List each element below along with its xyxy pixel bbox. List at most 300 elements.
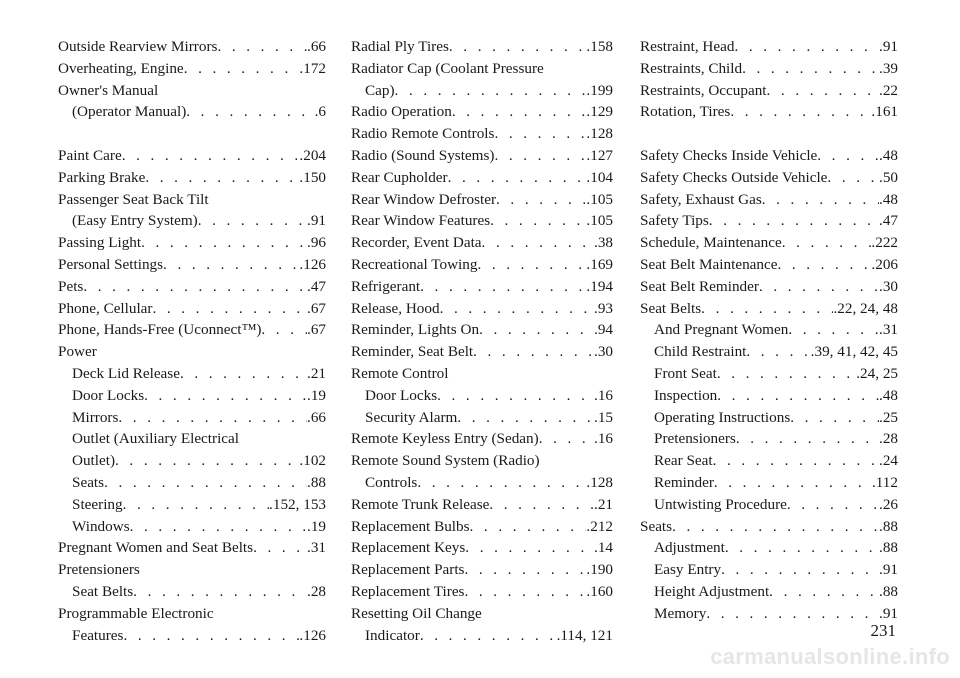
entry-term: Seats	[72, 473, 105, 491]
entry-term: Pets	[58, 277, 84, 295]
index-entry	[58, 254, 326, 276]
index-entry	[640, 276, 898, 298]
entry-term: Seat Belt Maintenance	[640, 255, 778, 273]
dot-leader	[494, 145, 586, 167]
dot-leader	[742, 58, 879, 80]
index-subentry	[58, 516, 326, 538]
entry-page-ref: .26	[879, 495, 898, 513]
entry-page-ref: .160	[586, 582, 613, 600]
entry-page-ref: .91	[879, 604, 898, 622]
entry-term: Seat Belts	[640, 299, 702, 317]
entry-page-ref: .96	[307, 234, 326, 252]
entry-term: Radial Ply Tires	[351, 38, 449, 55]
index-subentry	[58, 101, 326, 123]
entry-term: Outside Rearview Mirrors	[58, 38, 218, 55]
dot-leader	[746, 341, 810, 363]
entry-page-ref: .126	[299, 626, 326, 644]
index-subentry	[640, 363, 898, 385]
entry-page-ref: .169	[586, 255, 613, 273]
dot-leader	[714, 472, 872, 494]
entry-term: Pretensioners	[654, 430, 736, 448]
dot-leader	[130, 516, 307, 538]
entry-term: Untwisting Procedure	[654, 495, 787, 513]
entry-term: Safety Tips	[640, 212, 709, 230]
entry-term: Easy Entry	[654, 561, 722, 579]
watermark: carmanualsonline.info	[710, 644, 950, 669]
entry-page-ref: .91	[879, 38, 898, 55]
index-column-3	[640, 36, 898, 625]
section-gap	[640, 123, 898, 145]
index-entry	[351, 298, 613, 320]
dot-leader	[163, 254, 299, 276]
index-column-2	[351, 36, 613, 646]
index-entry	[640, 189, 898, 211]
dot-leader	[788, 319, 879, 341]
dot-leader	[717, 385, 879, 407]
entry-term: Passing Light	[58, 234, 142, 252]
index-entry	[58, 232, 326, 254]
entry-term: Safety, Exhaust Gas	[640, 190, 762, 208]
dot-leader	[709, 210, 879, 232]
entry-page-ref: .24, 25	[856, 364, 898, 382]
index-entry	[58, 537, 326, 559]
entry-page-ref: .24	[879, 452, 898, 470]
dot-leader	[706, 603, 879, 625]
dot-leader	[122, 145, 300, 167]
dot-leader	[464, 559, 586, 581]
dot-leader	[186, 101, 314, 123]
entry-page-ref: .47	[307, 277, 326, 295]
dot-leader	[118, 407, 307, 429]
entry-term: Replacement Keys	[351, 539, 466, 557]
entry-term: Schedule, Maintenance	[640, 234, 782, 252]
entry-page-ref: .31	[307, 539, 326, 557]
entry-page-ref: .16	[594, 430, 613, 448]
entry-term: Restraints, Child	[640, 59, 743, 77]
entry-page-ref: .94	[594, 321, 613, 339]
entry-page-ref: .172	[299, 59, 326, 77]
dot-leader	[261, 319, 307, 341]
dot-leader	[470, 516, 587, 538]
dot-leader	[787, 494, 879, 516]
entry-page-ref: .102	[299, 452, 326, 470]
index-subentry	[640, 341, 898, 363]
section-gap	[58, 123, 326, 145]
entry-term: Phone, Hands-Free (Uconnect™)	[58, 321, 262, 339]
entry-term: Seats	[640, 517, 673, 535]
entry-term: Remote Keyless Entry (Sedan)	[351, 430, 539, 448]
entry-term: Reminder, Seat Belt	[351, 343, 474, 361]
entry-page-ref: .199	[586, 81, 613, 99]
entry-page-ref: .28	[307, 582, 326, 600]
index-entry	[58, 167, 326, 189]
dot-leader	[123, 625, 299, 647]
index-entry	[351, 36, 613, 58]
entry-page-ref: .88	[879, 582, 898, 600]
entry-term: Rotation, Tires	[640, 103, 731, 121]
entry-term: Seat Belt Reminder	[640, 277, 759, 295]
entry-term: Paint Care	[58, 146, 122, 164]
entry-term: Release, Hood	[351, 299, 440, 317]
index-subentry	[640, 428, 898, 450]
entry-term: Radio Remote Controls	[351, 125, 495, 143]
index-entry	[351, 341, 613, 363]
entry-page-ref: .16	[594, 386, 613, 404]
dot-leader	[465, 537, 594, 559]
index-entry	[351, 537, 613, 559]
dot-leader	[734, 36, 879, 58]
entry-page-ref: .15	[594, 408, 613, 426]
index-subentry	[58, 581, 326, 603]
entry-page-ref: .128	[586, 125, 613, 143]
entry-term: Radio Operation	[351, 103, 452, 121]
index-entry	[640, 254, 898, 276]
dot-leader	[489, 494, 594, 516]
dot-leader	[123, 494, 269, 516]
entry-term: Pregnant Women and Seat Belts	[58, 539, 254, 557]
entry-term: And Pregnant Women	[654, 321, 789, 339]
entry-page-ref: .31	[879, 321, 898, 339]
index-entry	[58, 36, 326, 58]
entry-term: Seat Belts	[72, 582, 134, 600]
entry-page-ref: .48	[879, 190, 898, 208]
entry-term: Adjustment	[654, 539, 725, 557]
entry-page-ref: .150	[299, 168, 326, 186]
entry-page-ref: .88	[879, 517, 898, 535]
dot-leader	[759, 276, 879, 298]
entry-page-ref: .19	[307, 386, 326, 404]
dot-leader	[217, 36, 307, 58]
entry-term: Parking Brake	[58, 168, 146, 186]
index-subentry	[351, 385, 613, 407]
index-entry	[351, 167, 613, 189]
entry-page-ref: .88	[307, 473, 326, 491]
dot-leader	[701, 298, 833, 320]
entry-term: Inspection	[654, 386, 718, 404]
entry-page-ref: .105	[586, 190, 613, 208]
index-subentry	[640, 385, 898, 407]
entry-page-ref: .47	[879, 212, 898, 230]
index-heading: Remote Control	[351, 364, 449, 382]
entry-term: Safety Checks Inside Vehicle	[640, 146, 818, 164]
entry-page-ref: .206	[871, 255, 898, 273]
page-number: 231	[870, 621, 896, 640]
entry-page-ref: .161	[871, 103, 898, 121]
index-entry	[351, 319, 613, 341]
entry-page-ref: .158	[586, 38, 613, 55]
index-subentry	[58, 363, 326, 385]
index-entry	[351, 145, 613, 167]
entry-term: Windows	[72, 517, 130, 535]
dot-leader	[827, 167, 879, 189]
entry-page-ref: .6	[314, 103, 326, 121]
dot-leader	[420, 276, 586, 298]
index-heading: Outlet (Auxiliary Electrical	[72, 430, 239, 448]
dot-leader	[790, 407, 879, 429]
dot-leader	[782, 232, 872, 254]
entry-term: Rear Seat	[654, 452, 713, 470]
entry-term: (Easy Entry System)	[72, 212, 198, 230]
entry-page-ref: .22	[879, 81, 898, 99]
entry-page-ref: .126	[299, 255, 326, 273]
dot-leader	[449, 36, 587, 58]
entry-page-ref: .104	[586, 168, 613, 186]
index-entry	[58, 276, 326, 298]
index-entry	[640, 210, 898, 232]
index-subentry	[351, 625, 613, 647]
index-subentry	[58, 494, 326, 516]
entry-page-ref: .21	[594, 495, 613, 513]
index-entry	[640, 298, 898, 320]
entry-page-ref: .30	[594, 343, 613, 361]
dot-leader	[477, 254, 586, 276]
index-subentry	[640, 407, 898, 429]
index-heading: Resetting Oil Change	[351, 604, 482, 622]
entry-page-ref: .190	[586, 561, 613, 579]
entry-page-ref: .66	[307, 38, 326, 55]
entry-page-ref: .129	[586, 103, 613, 121]
entry-page-ref: .48	[879, 386, 898, 404]
index-subentry	[58, 450, 326, 472]
dot-leader	[198, 210, 307, 232]
entry-term: Replacement Parts	[351, 561, 465, 579]
entry-term: Features	[72, 626, 124, 644]
dot-leader	[440, 298, 594, 320]
entry-term: Radio (Sound Systems)	[351, 146, 495, 164]
dot-leader	[184, 58, 300, 80]
entry-page-ref: .105	[586, 212, 613, 230]
index-heading: Radiator Cap (Coolant Pressure	[351, 59, 544, 77]
entry-page-ref: .28	[879, 430, 898, 448]
entry-page-ref: .38	[594, 234, 613, 252]
dot-leader	[717, 363, 856, 385]
entry-page-ref: .39, 41, 42, 45	[810, 343, 898, 361]
index-heading: Owner's Manual	[58, 81, 159, 99]
entry-page-ref: .22, 24, 48	[833, 299, 898, 317]
index-entry	[351, 123, 613, 145]
dot-leader	[152, 298, 307, 320]
entry-term: Safety Checks Outside Vehicle	[640, 168, 828, 186]
entry-page-ref: .212	[586, 517, 613, 535]
entry-term: Reminder, Lights On	[351, 321, 480, 339]
index-entry	[58, 58, 326, 80]
entry-page-ref: .67	[307, 299, 326, 317]
entry-term: Restraint, Head	[640, 38, 735, 55]
index-entry	[58, 298, 326, 320]
entry-term: Recreational Towing	[351, 255, 478, 273]
index-entry	[351, 101, 613, 123]
entry-page-ref: .204	[299, 146, 326, 164]
dot-leader	[115, 450, 299, 472]
entry-term: Deck Lid Release	[72, 364, 180, 382]
entry-page-ref: .112	[871, 473, 898, 491]
entry-page-ref: .48	[879, 146, 898, 164]
dot-leader	[494, 123, 586, 145]
entry-page-ref: .39	[879, 59, 898, 77]
entry-term: Rear Window Defroster	[351, 190, 497, 208]
entry-page-ref: .128	[586, 473, 613, 491]
entry-term: (Operator Manual)	[72, 103, 187, 121]
dot-leader	[473, 341, 594, 363]
index-entry	[351, 210, 613, 232]
index-entry	[640, 36, 898, 58]
index-subentry	[640, 603, 898, 625]
entry-term: Recorder, Event Data	[351, 234, 482, 252]
entry-term: Refrigerant	[351, 277, 421, 295]
index-subentry	[640, 319, 898, 341]
index-subentry	[351, 472, 613, 494]
entry-term: Remote Trunk Release	[351, 495, 490, 513]
dot-leader	[482, 232, 594, 254]
index-subentry	[351, 407, 613, 429]
entry-term: Rear Cupholder	[351, 168, 448, 186]
dot-leader	[767, 80, 879, 102]
dot-leader	[464, 581, 586, 603]
entry-term: Personal Settings	[58, 255, 164, 273]
entry-term: Rear Window Features	[351, 212, 491, 230]
entry-term: Front Seat	[654, 364, 717, 382]
entry-term: Outlet)	[72, 452, 116, 470]
dot-leader	[417, 472, 586, 494]
index-subentry	[58, 407, 326, 429]
index-entry	[351, 428, 613, 450]
index-subentry	[58, 625, 326, 647]
entry-term: Operating Instructions	[654, 408, 791, 426]
dot-leader	[725, 537, 879, 559]
index-entry	[640, 80, 898, 102]
index-subentry	[640, 537, 898, 559]
entry-page-ref: .127	[586, 146, 613, 164]
dot-leader	[713, 450, 879, 472]
index-entry	[351, 516, 613, 538]
dot-leader	[730, 101, 871, 123]
index-heading: Power	[58, 343, 97, 361]
dot-leader	[104, 472, 307, 494]
index-subentry	[58, 472, 326, 494]
index-entry	[351, 189, 613, 211]
index-entry	[640, 101, 898, 123]
index-heading: Remote Sound System (Radio)	[351, 452, 540, 470]
index-subentry	[640, 559, 898, 581]
index-entry	[58, 145, 326, 167]
dot-leader	[496, 189, 586, 211]
entry-term: Memory	[654, 604, 707, 622]
entry-term: Height Adjustment	[654, 582, 770, 600]
index-subentry	[640, 494, 898, 516]
entry-page-ref: .66	[307, 408, 326, 426]
entry-term: Phone, Cellular	[58, 299, 153, 317]
dot-leader	[145, 167, 299, 189]
entry-page-ref: .222	[871, 234, 898, 252]
index-entry	[58, 319, 326, 341]
index-subentry	[640, 472, 898, 494]
index-subentry	[58, 385, 326, 407]
dot-leader	[83, 276, 307, 298]
entry-page-ref: .114, 121	[556, 626, 613, 644]
index-entry	[640, 145, 898, 167]
index-entry	[351, 254, 613, 276]
entry-term: Overheating, Engine	[58, 59, 184, 77]
index-column-1	[58, 36, 326, 646]
entry-page-ref: .50	[879, 168, 898, 186]
dot-leader	[539, 428, 594, 450]
index-entry	[351, 494, 613, 516]
entry-page-ref: .93	[594, 299, 613, 317]
dot-leader	[452, 101, 587, 123]
dot-leader	[420, 625, 557, 647]
dot-leader	[180, 363, 307, 385]
entry-term: Controls	[365, 473, 418, 491]
dot-leader	[253, 537, 307, 559]
dot-leader	[437, 385, 594, 407]
dot-leader	[448, 167, 587, 189]
dot-leader	[736, 428, 879, 450]
dot-leader	[457, 407, 594, 429]
dot-leader	[769, 581, 879, 603]
dot-leader	[672, 516, 879, 538]
index-entry	[640, 232, 898, 254]
entry-page-ref: .30	[879, 277, 898, 295]
index-entry	[640, 58, 898, 80]
index-entry	[351, 559, 613, 581]
entry-page-ref: .91	[307, 212, 326, 230]
entry-term: Replacement Tires	[351, 582, 465, 600]
dot-leader	[721, 559, 879, 581]
index-subentry	[640, 581, 898, 603]
entry-term: Child Restraint	[654, 343, 747, 361]
entry-term: Mirrors	[72, 408, 119, 426]
entry-page-ref: .194	[586, 277, 613, 295]
entry-term: Replacement Bulbs	[351, 517, 470, 535]
index-entry	[640, 167, 898, 189]
index-entry	[351, 581, 613, 603]
dot-leader	[762, 189, 879, 211]
entry-page-ref: .25	[879, 408, 898, 426]
index-heading: Passenger Seat Back Tilt	[58, 190, 209, 208]
index-heading: Pretensioners	[58, 561, 140, 579]
index-entry	[351, 232, 613, 254]
dot-leader	[395, 80, 587, 102]
dot-leader	[817, 145, 879, 167]
entry-term: Indicator	[365, 626, 420, 644]
entry-page-ref: .91	[879, 561, 898, 579]
entry-page-ref: .67	[307, 321, 326, 339]
index-subentry	[351, 80, 613, 102]
dot-leader	[141, 232, 307, 254]
index-subentry	[640, 450, 898, 472]
dot-leader	[479, 319, 594, 341]
index-heading: Programmable Electronic	[58, 604, 214, 622]
entry-term: Door Locks	[72, 386, 145, 404]
entry-term: Steering	[72, 495, 123, 513]
entry-page-ref: .152, 153	[269, 495, 326, 513]
index-entry	[640, 516, 898, 538]
entry-page-ref: .14	[594, 539, 613, 557]
entry-term: Reminder	[654, 473, 714, 491]
entry-page-ref: .21	[307, 364, 326, 382]
entry-page-ref: .88	[879, 539, 898, 557]
index-subentry	[58, 210, 326, 232]
entry-term: Door Locks	[365, 386, 438, 404]
index-entry	[351, 276, 613, 298]
entry-term: Cap)	[365, 81, 395, 99]
dot-leader	[133, 581, 307, 603]
entry-term: Security Alarm	[365, 408, 458, 426]
dot-leader	[777, 254, 871, 276]
dot-leader	[490, 210, 586, 232]
entry-page-ref: .19	[307, 517, 326, 535]
entry-term: Restraints, Occupant	[640, 81, 767, 99]
